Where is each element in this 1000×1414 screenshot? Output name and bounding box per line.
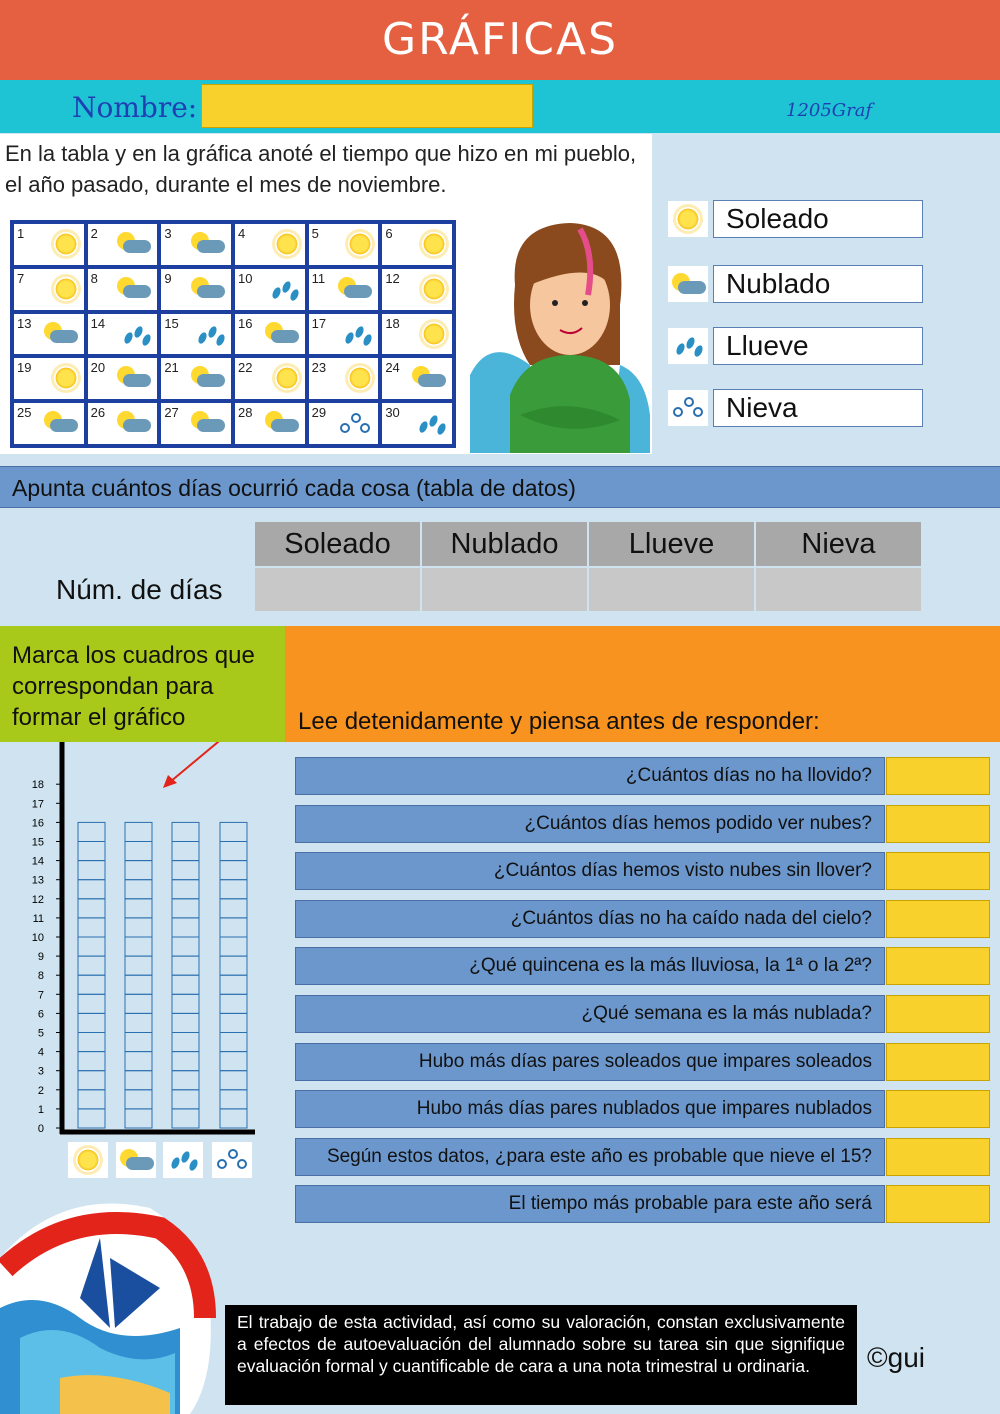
graph-cell[interactable] bbox=[78, 822, 105, 841]
day-number: 8 bbox=[90, 270, 98, 286]
graph-cell[interactable] bbox=[220, 899, 247, 918]
calendar-day bbox=[382, 403, 452, 444]
cloud-icon bbox=[668, 266, 708, 302]
answer-input-9[interactable] bbox=[886, 1138, 990, 1176]
question-2: ¿Cuántos días hemos podido ver nubes? bbox=[295, 805, 885, 843]
y-tick-label: 17 bbox=[31, 798, 44, 811]
graph-cell[interactable] bbox=[172, 937, 199, 956]
input-nublado[interactable] bbox=[421, 567, 588, 612]
day-number: 2 bbox=[90, 226, 98, 241]
input-soleado[interactable] bbox=[254, 567, 421, 612]
day-number: 27 bbox=[164, 405, 179, 421]
legend-llueve: Llueve bbox=[713, 327, 923, 365]
cloud-icon bbox=[115, 366, 151, 388]
rain-icon bbox=[342, 322, 372, 348]
question-10: El tiempo más probable para este año será bbox=[295, 1185, 885, 1223]
calendar-day bbox=[161, 224, 231, 265]
day-number: 25 bbox=[17, 405, 32, 421]
graph-cell[interactable] bbox=[220, 994, 247, 1013]
arrow-icon bbox=[170, 742, 230, 782]
calendar-day bbox=[235, 314, 305, 355]
intro-text: En la tabla y en la gráfica anoté el tiempo que hizo en mi pueblo, el año pasado, durante el mes de noviembre. bbox=[5, 141, 637, 197]
y-tick-label: 16 bbox=[31, 817, 44, 830]
graph-cell[interactable] bbox=[172, 1013, 199, 1032]
col-header-nieva: Nieva bbox=[755, 521, 922, 567]
graph-cell[interactable] bbox=[125, 918, 152, 937]
question-7: Hubo más días pares soleados que impares soleados bbox=[295, 1043, 885, 1081]
graph-cell[interactable] bbox=[78, 918, 105, 937]
school-logo bbox=[0, 1178, 225, 1414]
calendar-day bbox=[161, 403, 231, 444]
graph-cell[interactable] bbox=[125, 1052, 152, 1071]
calendar-day bbox=[14, 358, 84, 399]
calendar-day bbox=[235, 224, 305, 265]
day-number: 1 bbox=[17, 226, 25, 241]
question-3: ¿Cuántos días hemos visto nubes sin llover? bbox=[295, 852, 885, 890]
graph-cell[interactable] bbox=[220, 956, 247, 975]
calendar-day bbox=[382, 269, 452, 310]
question-8: Hubo más días pares nublados que impares nublados bbox=[295, 1090, 885, 1128]
y-tick-label: 14 bbox=[31, 855, 44, 868]
cloud-icon bbox=[263, 411, 299, 433]
answer-input-6[interactable] bbox=[886, 995, 990, 1033]
day-number: 29 bbox=[311, 405, 327, 421]
cloud-icon bbox=[336, 277, 372, 299]
calendar-day bbox=[309, 358, 379, 399]
calendar-day bbox=[382, 314, 452, 355]
graph-cell[interactable] bbox=[172, 1090, 199, 1109]
cloud-icon bbox=[115, 277, 151, 299]
day-number: 11 bbox=[311, 270, 326, 286]
calendar-day bbox=[161, 358, 231, 399]
col-header-nublado: Nublado bbox=[421, 521, 588, 567]
graph-cell[interactable] bbox=[172, 994, 199, 1013]
day-number: 15 bbox=[164, 315, 179, 331]
legend-nublado: Nublado bbox=[713, 265, 923, 303]
graph-cell[interactable] bbox=[172, 1033, 199, 1052]
graph-cell[interactable] bbox=[125, 822, 152, 841]
sun-icon bbox=[348, 232, 372, 256]
cloud-icon bbox=[410, 366, 446, 388]
rain-icon bbox=[269, 277, 299, 303]
calendar-day bbox=[382, 358, 452, 399]
graph-cell[interactable] bbox=[78, 937, 105, 956]
graph-cell[interactable] bbox=[220, 822, 247, 841]
answer-input-5[interactable] bbox=[886, 947, 990, 985]
calendar-day bbox=[235, 269, 305, 310]
snow-icon bbox=[212, 1142, 252, 1178]
cloud-icon bbox=[263, 322, 299, 344]
row-label-num-dias: Núm. de días bbox=[56, 574, 223, 605]
graph-cell[interactable] bbox=[172, 880, 199, 899]
day-number: 13 bbox=[17, 315, 32, 331]
cloud-icon bbox=[189, 277, 225, 299]
answer-input-1[interactable] bbox=[886, 757, 990, 795]
calendar-day bbox=[161, 314, 231, 355]
y-tick-label: 0 bbox=[37, 1123, 44, 1135]
col-header-llueve: Llueve bbox=[588, 521, 755, 567]
calendar-day bbox=[88, 224, 158, 265]
answer-input-10[interactable] bbox=[886, 1185, 990, 1223]
section-header-text: Apunta cuántos días ocurrió cada cosa (tabla de datos) bbox=[12, 475, 576, 501]
day-number: 16 bbox=[237, 315, 253, 331]
day-number: 9 bbox=[164, 270, 172, 286]
answer-input-4[interactable] bbox=[886, 900, 990, 938]
y-tick-label: 10 bbox=[31, 932, 44, 944]
graph-cell[interactable] bbox=[78, 1071, 105, 1090]
girl-illustration bbox=[470, 215, 650, 453]
sun-icon bbox=[422, 277, 446, 301]
graph-cell[interactable] bbox=[220, 918, 247, 937]
graph-cell[interactable] bbox=[220, 975, 247, 994]
day-number: 24 bbox=[385, 360, 400, 376]
calendar-day bbox=[309, 403, 379, 444]
calendar-day bbox=[161, 269, 231, 310]
disclaimer-box: El trabajo de esta actividad, así como su valoración, constan exclusivamente a efectos de autoevaluación del alumnado sobre su tarea sin que signifique evaluación formal y cuantificable de cara a una nota trimestral u ordinaria. bbox=[225, 1305, 857, 1405]
graph-cell[interactable] bbox=[220, 842, 247, 861]
calendar-day bbox=[309, 314, 379, 355]
answer-input-2[interactable] bbox=[886, 805, 990, 843]
y-tick-label: 7 bbox=[37, 989, 44, 1002]
graph-cell[interactable] bbox=[172, 1109, 199, 1128]
calendar-day bbox=[88, 358, 158, 399]
graph-cell[interactable] bbox=[172, 918, 199, 937]
graph-cell[interactable] bbox=[220, 1090, 247, 1109]
y-tick-label: 9 bbox=[37, 951, 44, 964]
graph-cell[interactable] bbox=[125, 1071, 152, 1090]
graph-cell[interactable] bbox=[78, 899, 105, 918]
calendar-day bbox=[235, 403, 305, 444]
sun-icon bbox=[68, 1142, 108, 1178]
rain-icon bbox=[668, 328, 708, 364]
day-number: 4 bbox=[237, 226, 246, 241]
graph-cell[interactable] bbox=[220, 1013, 247, 1032]
rain-icon bbox=[121, 322, 151, 348]
legend-soleado: Soleado bbox=[713, 200, 923, 238]
y-tick-label: 1 bbox=[37, 1103, 44, 1116]
y-tick-label: 2 bbox=[37, 1084, 44, 1097]
y-tick-label: 11 bbox=[32, 912, 44, 925]
graph-cell[interactable] bbox=[125, 1090, 152, 1109]
calendar-day bbox=[88, 403, 158, 444]
graph-cell[interactable] bbox=[78, 975, 105, 994]
graph-cell[interactable] bbox=[220, 861, 247, 880]
day-number: 5 bbox=[311, 226, 319, 241]
calendar-day bbox=[309, 224, 379, 265]
calendar-day bbox=[88, 269, 158, 310]
copyright: ©gui bbox=[867, 1342, 925, 1373]
graph-cell[interactable] bbox=[172, 1052, 199, 1071]
y-tick-label: 3 bbox=[37, 1065, 44, 1078]
sun-icon bbox=[422, 232, 446, 256]
graph-cell[interactable] bbox=[172, 822, 199, 841]
day-number: 17 bbox=[311, 315, 327, 331]
snow-icon bbox=[668, 390, 708, 426]
graph-cell[interactable] bbox=[125, 880, 152, 899]
sun-icon bbox=[54, 366, 78, 390]
graph-cell[interactable] bbox=[172, 842, 199, 861]
day-number: 6 bbox=[385, 226, 393, 241]
day-number: 23 bbox=[311, 360, 327, 376]
calendar-day bbox=[14, 403, 84, 444]
activity-code: 1205Graf bbox=[786, 100, 873, 121]
graph-cell[interactable] bbox=[78, 1090, 105, 1109]
legend-nieva: Nieva bbox=[713, 389, 923, 427]
day-number: 12 bbox=[385, 270, 400, 286]
page-title: GRÁFICAS bbox=[381, 14, 619, 65]
question-6: ¿Qué semana es la más nublada? bbox=[295, 995, 885, 1033]
graph-cell[interactable] bbox=[125, 994, 152, 1013]
sun-icon bbox=[275, 232, 299, 256]
calendar-day bbox=[14, 314, 84, 355]
y-tick-label: 18 bbox=[31, 779, 44, 792]
sun-icon bbox=[54, 232, 78, 256]
graph-cell[interactable] bbox=[172, 861, 199, 880]
day-number: 26 bbox=[90, 405, 106, 421]
calendar-day bbox=[382, 224, 452, 265]
graph-cell[interactable] bbox=[78, 842, 105, 861]
rain-icon bbox=[195, 322, 225, 348]
calendar-day bbox=[309, 269, 379, 310]
cloud-icon bbox=[116, 1142, 156, 1178]
graph-cell[interactable] bbox=[220, 1052, 247, 1071]
day-number: 30 bbox=[385, 405, 400, 421]
calendar-day bbox=[235, 358, 305, 399]
input-llueve[interactable] bbox=[588, 567, 755, 612]
graph-cell[interactable] bbox=[172, 1071, 199, 1090]
cloud-icon bbox=[189, 411, 225, 433]
graph-cell[interactable] bbox=[220, 880, 247, 899]
graph-cell[interactable] bbox=[125, 975, 152, 994]
answer-input-8[interactable] bbox=[886, 1090, 990, 1128]
graph-cell[interactable] bbox=[172, 956, 199, 975]
y-tick-label: 8 bbox=[37, 970, 44, 983]
day-number: 10 bbox=[237, 270, 253, 286]
name-input[interactable] bbox=[201, 84, 533, 128]
col-header-soleado: Soleado bbox=[254, 521, 421, 567]
input-nieva[interactable] bbox=[755, 567, 922, 612]
day-number: 7 bbox=[17, 270, 25, 286]
cloud-icon bbox=[42, 322, 78, 344]
graph-cell[interactable] bbox=[125, 956, 152, 975]
calendar-day bbox=[14, 269, 84, 310]
graph-cell[interactable] bbox=[78, 880, 105, 899]
cloud-icon bbox=[115, 411, 151, 433]
day-number: 3 bbox=[164, 226, 172, 241]
graph-cell[interactable] bbox=[125, 842, 152, 861]
y-tick-label: 12 bbox=[31, 893, 44, 906]
bar-graph-grid bbox=[0, 742, 290, 1182]
name-label: Nombre: bbox=[72, 91, 198, 124]
day-number: 14 bbox=[90, 315, 106, 331]
graph-cell[interactable] bbox=[78, 1052, 105, 1071]
graph-instructions: Marca los cuadros que correspondan para formar el gráfico bbox=[12, 642, 255, 731]
graph-cell[interactable] bbox=[78, 956, 105, 975]
snow-icon bbox=[338, 411, 372, 437]
day-number: 20 bbox=[90, 360, 106, 376]
y-tick-label: 13 bbox=[31, 874, 44, 887]
graph-cell[interactable] bbox=[78, 1033, 105, 1052]
day-number: 21 bbox=[164, 360, 179, 376]
graph-cell[interactable] bbox=[220, 1109, 247, 1128]
graph-cell[interactable] bbox=[125, 1013, 152, 1032]
question-4: ¿Cuántos días no ha caído nada del cielo? bbox=[295, 900, 885, 938]
sun-icon bbox=[422, 322, 446, 346]
cloud-icon bbox=[189, 232, 225, 254]
y-tick-label: 15 bbox=[31, 836, 44, 849]
graph-cell[interactable] bbox=[125, 937, 152, 956]
graph-cell[interactable] bbox=[172, 899, 199, 918]
cloud-icon bbox=[42, 411, 78, 433]
day-number: 18 bbox=[385, 315, 400, 331]
sun-icon bbox=[54, 277, 78, 301]
graph-cell[interactable] bbox=[125, 861, 152, 880]
graph-cell[interactable] bbox=[220, 1033, 247, 1052]
rain-icon bbox=[416, 411, 446, 437]
question-9: Según estos datos, ¿para este año es probable que nieve el 15? bbox=[295, 1138, 885, 1176]
sun-icon bbox=[668, 201, 708, 237]
graph-cell[interactable] bbox=[78, 994, 105, 1013]
question-5: ¿Qué quincena es la más lluviosa, la 1ª o la 2ª? bbox=[295, 947, 885, 985]
graph-cell[interactable] bbox=[78, 1109, 105, 1128]
answer-input-3[interactable] bbox=[886, 852, 990, 890]
graph-cell[interactable] bbox=[125, 1033, 152, 1052]
questions-header: Lee detenidamente y piensa antes de responder: bbox=[298, 708, 820, 735]
y-tick-label: 4 bbox=[37, 1046, 44, 1059]
graph-cell[interactable] bbox=[220, 1071, 247, 1090]
question-1: ¿Cuántos días no ha llovido? bbox=[295, 757, 885, 795]
cloud-icon bbox=[189, 366, 225, 388]
calendar-day bbox=[14, 224, 84, 265]
answer-input-7[interactable] bbox=[886, 1043, 990, 1081]
calendar-day bbox=[88, 314, 158, 355]
cloud-icon bbox=[115, 232, 151, 254]
data-table bbox=[253, 520, 923, 613]
y-tick-label: 6 bbox=[37, 1008, 44, 1021]
weather-calendar bbox=[10, 220, 456, 448]
day-number: 22 bbox=[237, 360, 253, 376]
day-number: 19 bbox=[17, 360, 32, 376]
graph-cell[interactable] bbox=[125, 899, 152, 918]
y-tick-label: 5 bbox=[37, 1027, 44, 1040]
day-number: 28 bbox=[237, 405, 253, 421]
sun-icon bbox=[348, 366, 372, 390]
graph-cell[interactable] bbox=[78, 1013, 105, 1032]
graph-cell[interactable] bbox=[125, 1109, 152, 1128]
graph-cell[interactable] bbox=[78, 861, 105, 880]
graph-cell[interactable] bbox=[172, 975, 199, 994]
rain-icon bbox=[163, 1142, 203, 1178]
graph-cell[interactable] bbox=[220, 937, 247, 956]
sun-icon bbox=[275, 366, 299, 390]
